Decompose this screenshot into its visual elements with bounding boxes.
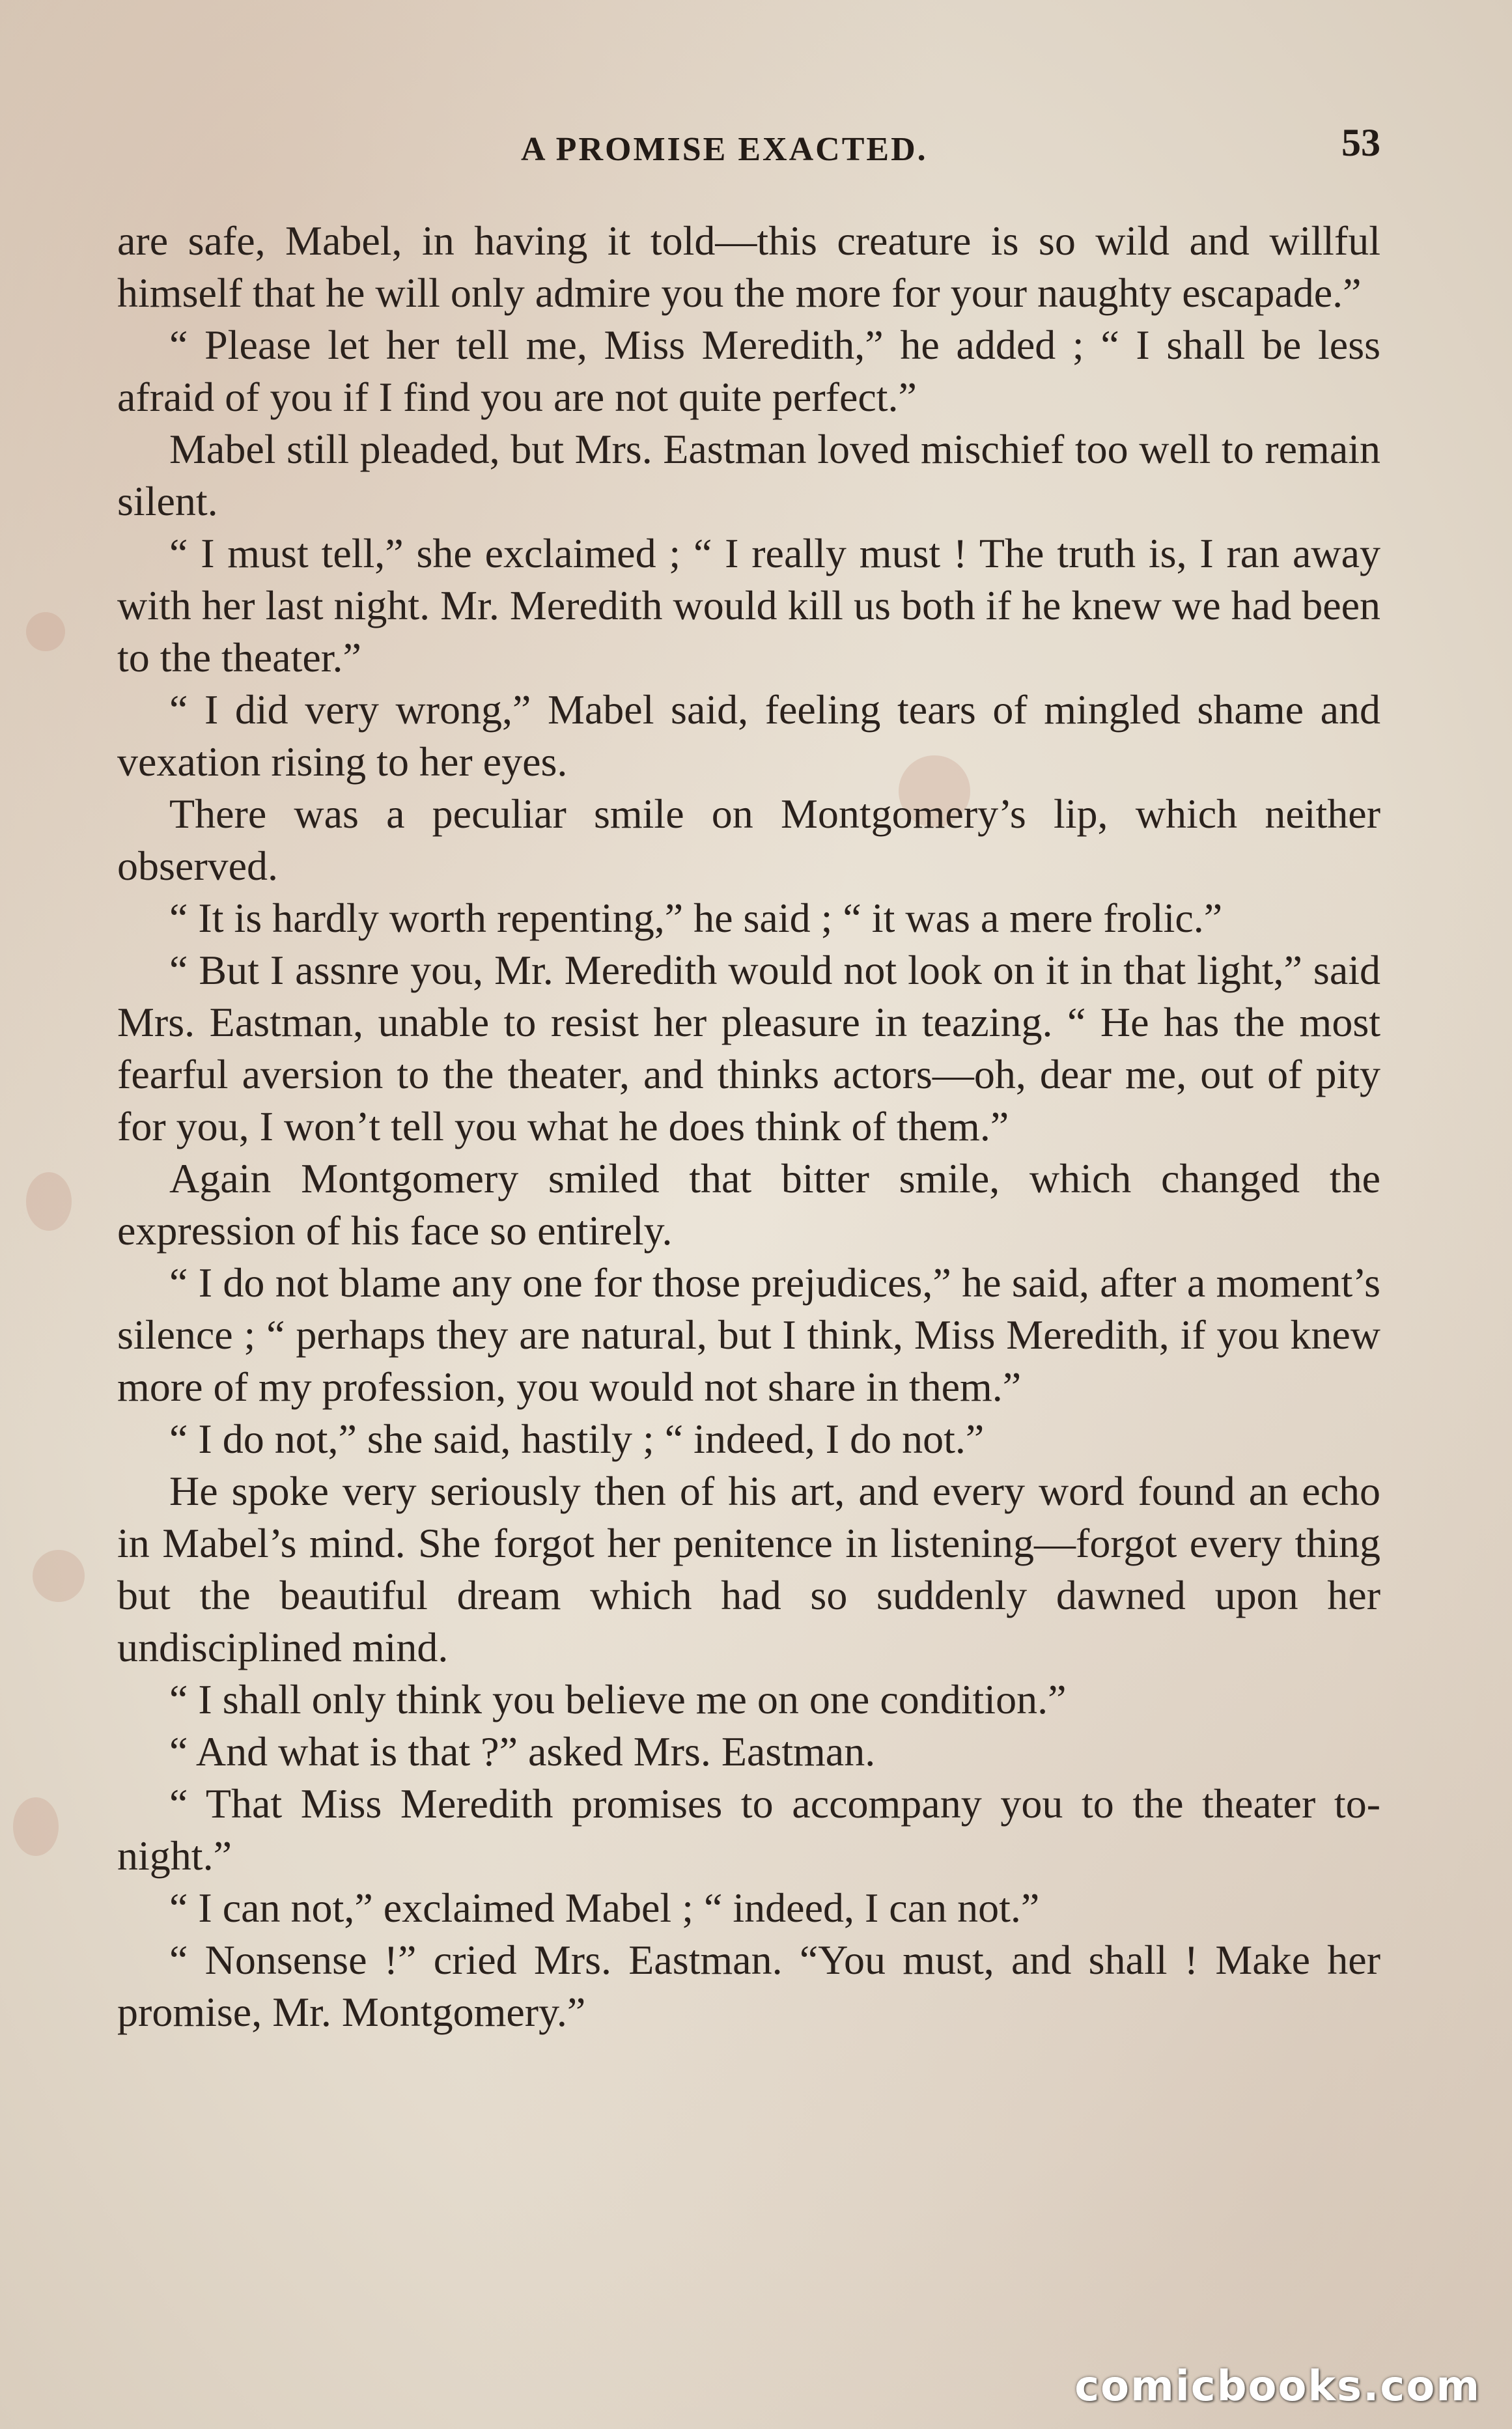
paragraph: Mabel still pleaded, but Mrs. Eastman loved mischief too well to remain silent. [117,426,1380,524]
paragraph: He spoke very seriously then of his art, and every word found an echo in Mabel’s mind. She forgot her penitence in listening—forgot every thing but the beautiful dream which had so suddenly dawned upon her undisciplined mind. [117,1468,1380,1670]
paper-stain [33,1550,85,1602]
paper-stain [13,1797,59,1856]
paragraph: “ I did very wrong,” Mabel said, feeling tears of mingled shame and vexation rising to her eyes. [117,686,1380,785]
body-text [117,215,1380,2038]
paper-stain [26,1172,72,1231]
paragraph: There was a peculiar smile on Montgomery’s lip, which neither observed. [117,791,1380,889]
paragraph: “ Please let her tell me, Miss Meredith,” he added ; “ I shall be less afraid of you if I find you are not quite perfect.” [117,322,1380,420]
paragraph: “ It is hardly worth repenting,” he said ; “ it was a mere frolic.” [169,895,1223,941]
page-number: 53 [1341,121,1380,164]
site-watermark: comicbooks.com [1074,2363,1481,2411]
paragraph: “ I do not blame any one for those prejudices,” he said, after a moment’s silence ; “ perhaps they are natural, but I think, Miss Meredith, if you knew more of my profession, you would not share in them.” [117,1259,1380,1410]
paragraph: “ I shall only think you believe me on one condition.” [169,1676,1067,1722]
paragraph: “ Nonsense !” cried Mrs. Eastman. “You must, and shall ! Make her promise, Mr. Montgomery.” [117,1937,1380,2035]
running-head: A PROMISE EXACTED. [521,131,928,168]
paragraph: “ And what is that ?” asked Mrs. Eastman. [169,1728,876,1775]
paragraph: “ But I assnre you, Mr. Meredith would not look on it in that light,” said Mrs. Eastman, unable to resist her pleasure in teazing. “ He has the most fearful aversion to the theater, and thinks actors—oh, dear me, out of pity for you, I won’t tell you what he does think of them.” [117,947,1380,1149]
paragraph: Again Montgomery smiled that bitter smile, which changed the expression of his face so entirely. [117,1155,1380,1254]
paragraph: “ I do not,” she said, hastily ; “ indeed, I do not.” [169,1416,985,1462]
paragraph: are safe, Mabel, in having it told—this creature is so wild and willful himself that he will only admire you the more for your naughty escapade.” [117,218,1380,316]
paragraph: “ That Miss Meredith promises to accompany you to the theater to-night.” [117,1780,1380,1879]
page-header [117,120,1380,179]
paragraph: “ I can not,” exclaimed Mabel ; “ indeed, I can not.” [169,1885,1040,1931]
paper-stain [26,612,65,651]
paragraph: “ I must tell,” she exclaimed ; “ I really must ! The truth is, I ran away with her last night. Mr. Meredith would kill us both if he knew we had been to the theater.” [117,530,1380,681]
